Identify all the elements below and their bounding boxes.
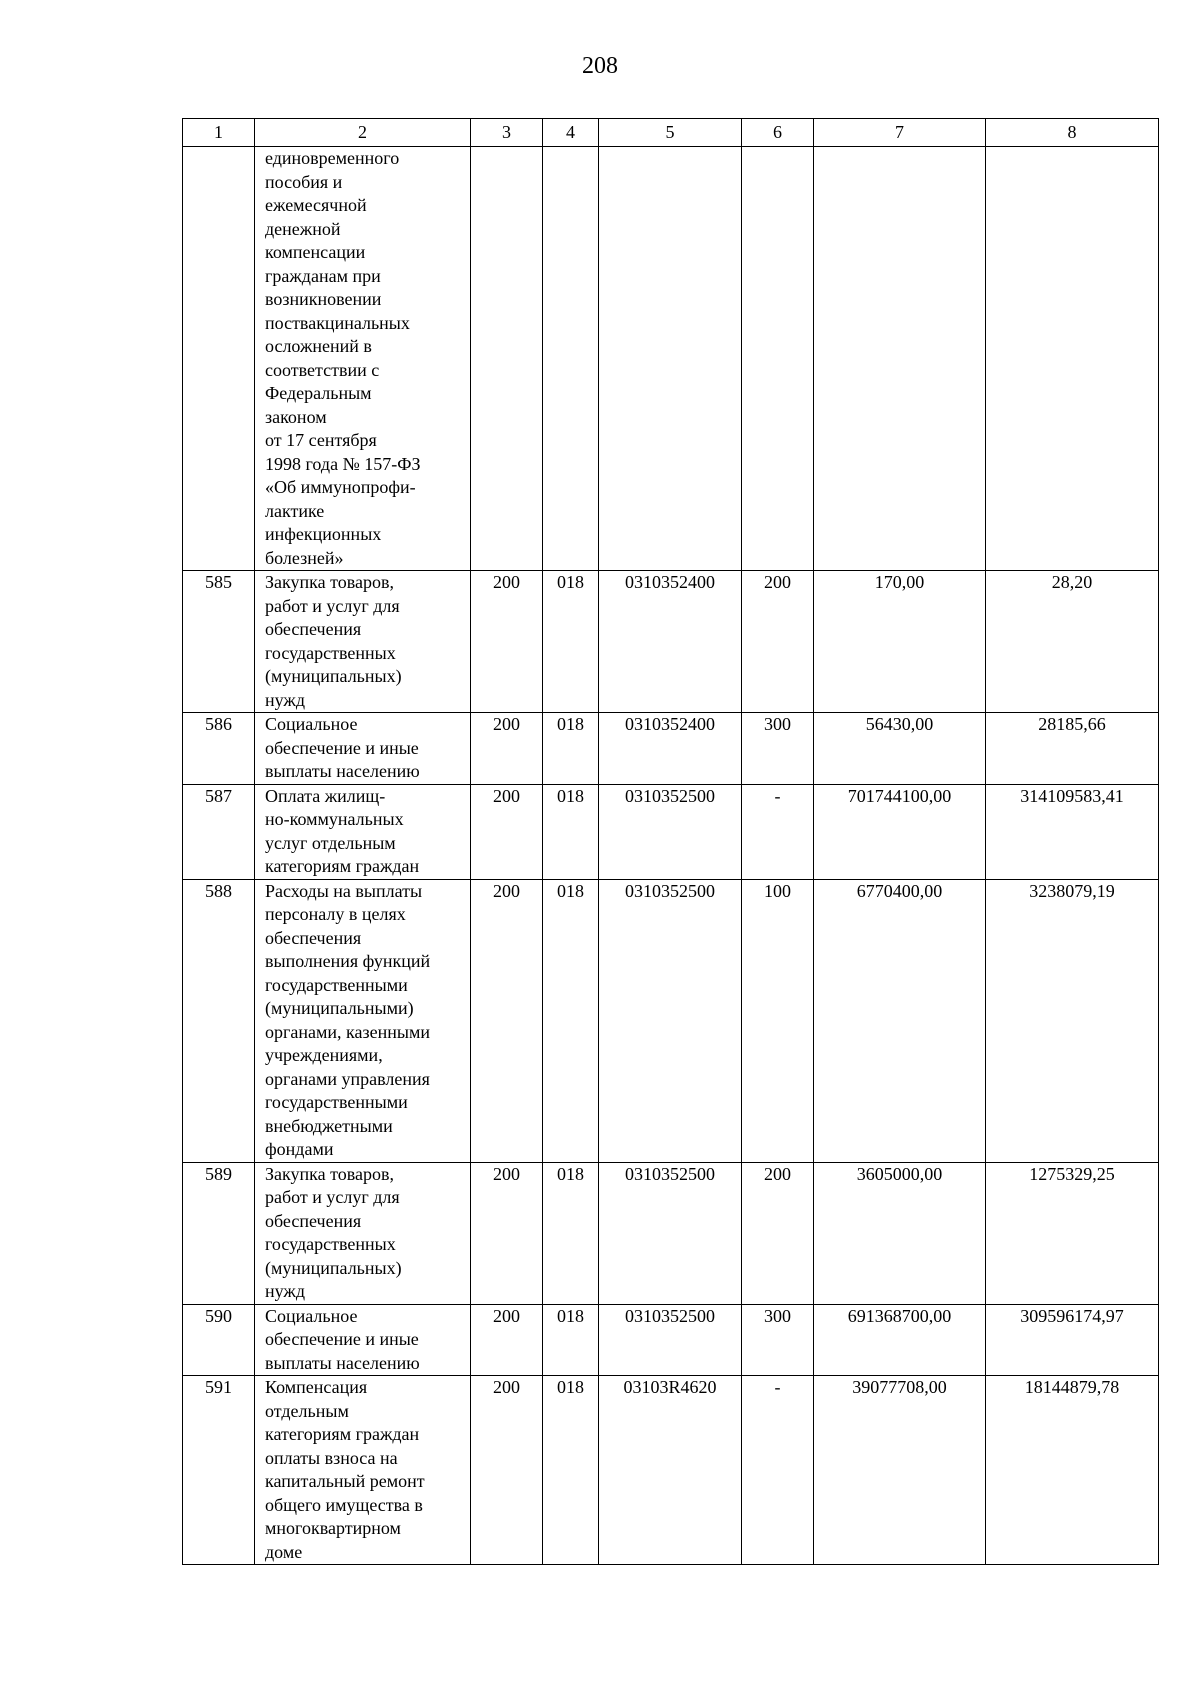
column-8-cell: 28,20: [986, 571, 1159, 713]
column-8-cell: [986, 147, 1159, 571]
column-7-cell: 701744100,00: [814, 784, 986, 879]
column-4-cell: 018: [543, 713, 599, 785]
column-header: 7: [814, 119, 986, 147]
description-cell: Закупка товаров, работ и услуг для обеспечения государственных (муниципальных) нужд: [255, 571, 471, 713]
column-7-cell: 170,00: [814, 571, 986, 713]
description-cell: Расходы на выплаты персоналу в целях обеспечения выполнения функций государственными (муниципальными) органами, казенными учреждениями, органами управления государственными внебюджетными фондами: [255, 879, 471, 1162]
table-row: [183, 147, 1159, 571]
column-3-cell: [471, 147, 543, 571]
column-header: 4: [543, 119, 599, 147]
column-header: 3: [471, 119, 543, 147]
row-number-cell: 586: [183, 713, 255, 785]
table-row: [183, 1304, 1159, 1376]
row-number-cell: 587: [183, 784, 255, 879]
table-row: [183, 571, 1159, 713]
description-cell: Социальное обеспечение и иные выплаты населению: [255, 1304, 471, 1376]
column-header: 6: [742, 119, 814, 147]
row-number-cell: 590: [183, 1304, 255, 1376]
column-8-cell: 1275329,25: [986, 1162, 1159, 1304]
column-6-cell: 300: [742, 1304, 814, 1376]
column-6-cell: -: [742, 1376, 814, 1565]
column-7-cell: 6770400,00: [814, 879, 986, 1162]
description-cell: Компенсация отдельным категориям граждан оплаты взноса на капитальный ремонт общего имущества в многоквартирном доме: [255, 1376, 471, 1565]
row-number-cell: [183, 147, 255, 571]
column-4-cell: 018: [543, 1376, 599, 1565]
column-5-cell: 0310352400: [599, 713, 742, 785]
row-number-cell: 591: [183, 1376, 255, 1565]
column-4-cell: 018: [543, 1162, 599, 1304]
column-7-cell: 56430,00: [814, 713, 986, 785]
column-5-cell: [599, 147, 742, 571]
column-6-cell: 300: [742, 713, 814, 785]
row-number-cell: 589: [183, 1162, 255, 1304]
column-header: 5: [599, 119, 742, 147]
description-cell: Закупка товаров, работ и услуг для обеспечения государственных (муниципальных) нужд: [255, 1162, 471, 1304]
column-8-cell: 309596174,97: [986, 1304, 1159, 1376]
column-6-cell: 200: [742, 1162, 814, 1304]
description-cell: Оплата жилищ- но-коммунальных услуг отдельным категориям граждан: [255, 784, 471, 879]
column-5-cell: 0310352500: [599, 879, 742, 1162]
column-5-cell: 0310352400: [599, 571, 742, 713]
column-8-cell: 28185,66: [986, 713, 1159, 785]
column-3-cell: 200: [471, 1304, 543, 1376]
column-4-cell: 018: [543, 879, 599, 1162]
column-3-cell: 200: [471, 1162, 543, 1304]
column-3-cell: 200: [471, 879, 543, 1162]
column-6-cell: -: [742, 784, 814, 879]
column-3-cell: 200: [471, 713, 543, 785]
column-5-cell: 0310352500: [599, 784, 742, 879]
column-7-cell: 691368700,00: [814, 1304, 986, 1376]
column-3-cell: 200: [471, 784, 543, 879]
column-4-cell: 018: [543, 571, 599, 713]
row-number-cell: 585: [183, 571, 255, 713]
table-header-row: [183, 119, 1159, 147]
column-5-cell: 03103R4620: [599, 1376, 742, 1565]
column-8-cell: 3238079,19: [986, 879, 1159, 1162]
table-row: [183, 1376, 1159, 1565]
table-row: [183, 713, 1159, 785]
row-number-cell: 588: [183, 879, 255, 1162]
column-8-cell: 314109583,41: [986, 784, 1159, 879]
column-7-cell: [814, 147, 986, 571]
column-7-cell: 3605000,00: [814, 1162, 986, 1304]
column-4-cell: 018: [543, 1304, 599, 1376]
column-6-cell: [742, 147, 814, 571]
budget-table: [182, 118, 1159, 1565]
column-3-cell: 200: [471, 1376, 543, 1565]
table-row: [183, 784, 1159, 879]
description-cell: Социальное обеспечение и иные выплаты населению: [255, 713, 471, 785]
column-header: 2: [255, 119, 471, 147]
table-row: [183, 879, 1159, 1162]
column-header: 8: [986, 119, 1159, 147]
column-4-cell: 018: [543, 784, 599, 879]
table-row: [183, 1162, 1159, 1304]
column-6-cell: 200: [742, 571, 814, 713]
column-4-cell: [543, 147, 599, 571]
column-5-cell: 0310352500: [599, 1304, 742, 1376]
column-3-cell: 200: [471, 571, 543, 713]
column-header: 1: [183, 119, 255, 147]
column-7-cell: 39077708,00: [814, 1376, 986, 1565]
column-5-cell: 0310352500: [599, 1162, 742, 1304]
column-8-cell: 18144879,78: [986, 1376, 1159, 1565]
column-6-cell: 100: [742, 879, 814, 1162]
page-number: 208: [582, 53, 618, 79]
description-cell: единовременного пособия и ежемесячной денежной компенсации гражданам при возникновении поствакцинальных осложнений в соответствии с Федеральным законом от 17 сентября 1998 года № 157-ФЗ «Об иммунопрофи- лактике инфекционных болезней»: [255, 147, 471, 571]
